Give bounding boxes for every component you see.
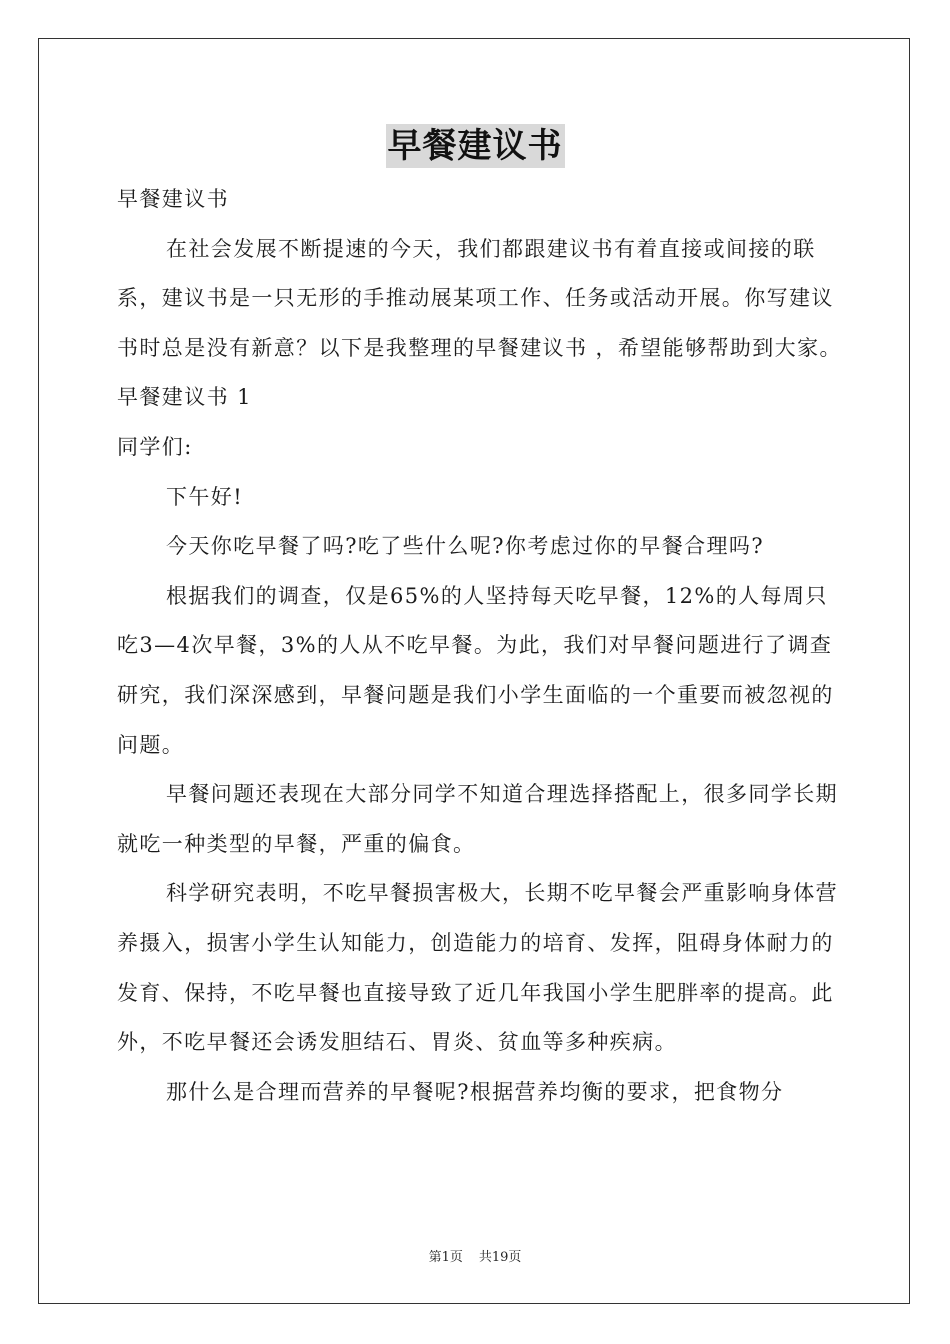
document-title: 早餐建议书	[387, 126, 563, 166]
paragraph-salutation: 同学们:	[117, 434, 193, 459]
paragraph-section-title: 早餐建议书 1	[117, 385, 252, 410]
paragraph-intro: 在社会发展不断提速的今天，我们都跟建议书有着直接或间接的联系，建议书是一只无形的手推动展某项工作、任务或活动开展。你写建议书时总是没有新意？以下是我整理的早餐建议书 ，希望能够帮助到大家。	[117, 236, 842, 360]
paragraph-question: 今天你吃早餐了吗?吃了些什么呢?你考虑过你的早餐合理吗?	[166, 534, 764, 559]
page-footer	[0, 1246, 950, 1265]
total-pages: 共19页	[478, 1250, 522, 1265]
paragraph-research: 科学研究表明，不吃早餐损害极大，长期不吃早餐会严重影响身体营养摄入，损害小学生认知能力，创造能力的培育、发挥，阻碍身体耐力的发育、保持，不吃早餐也直接导致了近几年我国小学生肥胖率的提高。此外，不吃早餐还会诱发胆结石、胃炎、贫血等多种疾病。	[117, 881, 838, 1055]
document-body	[117, 175, 847, 1117]
paragraph-heading: 早餐建议书	[117, 187, 229, 211]
paragraph-survey: 根据我们的调查，仅是65%的人坚持每天吃早餐，12%的人每周只吃3—4次早餐，3%的人从不吃早餐。为此，我们对早餐问题进行了调查研究，我们深深感到，早餐问题是我们小学生面临的一个重要而被忽视的问题。	[117, 583, 834, 757]
paragraph-greeting: 下午好!	[166, 484, 244, 509]
title-container	[0, 124, 950, 168]
paragraph-nutrition: 那什么是合理而营养的早餐呢?根据营养均衡的要求，把食物分	[166, 1079, 784, 1104]
paragraph-problem: 早餐问题还表现在大部分同学不知道合理选择搭配上，很多同学长期就吃一种类型的早餐，严重的偏食。	[117, 782, 838, 856]
page-number: 第1页	[428, 1250, 463, 1265]
